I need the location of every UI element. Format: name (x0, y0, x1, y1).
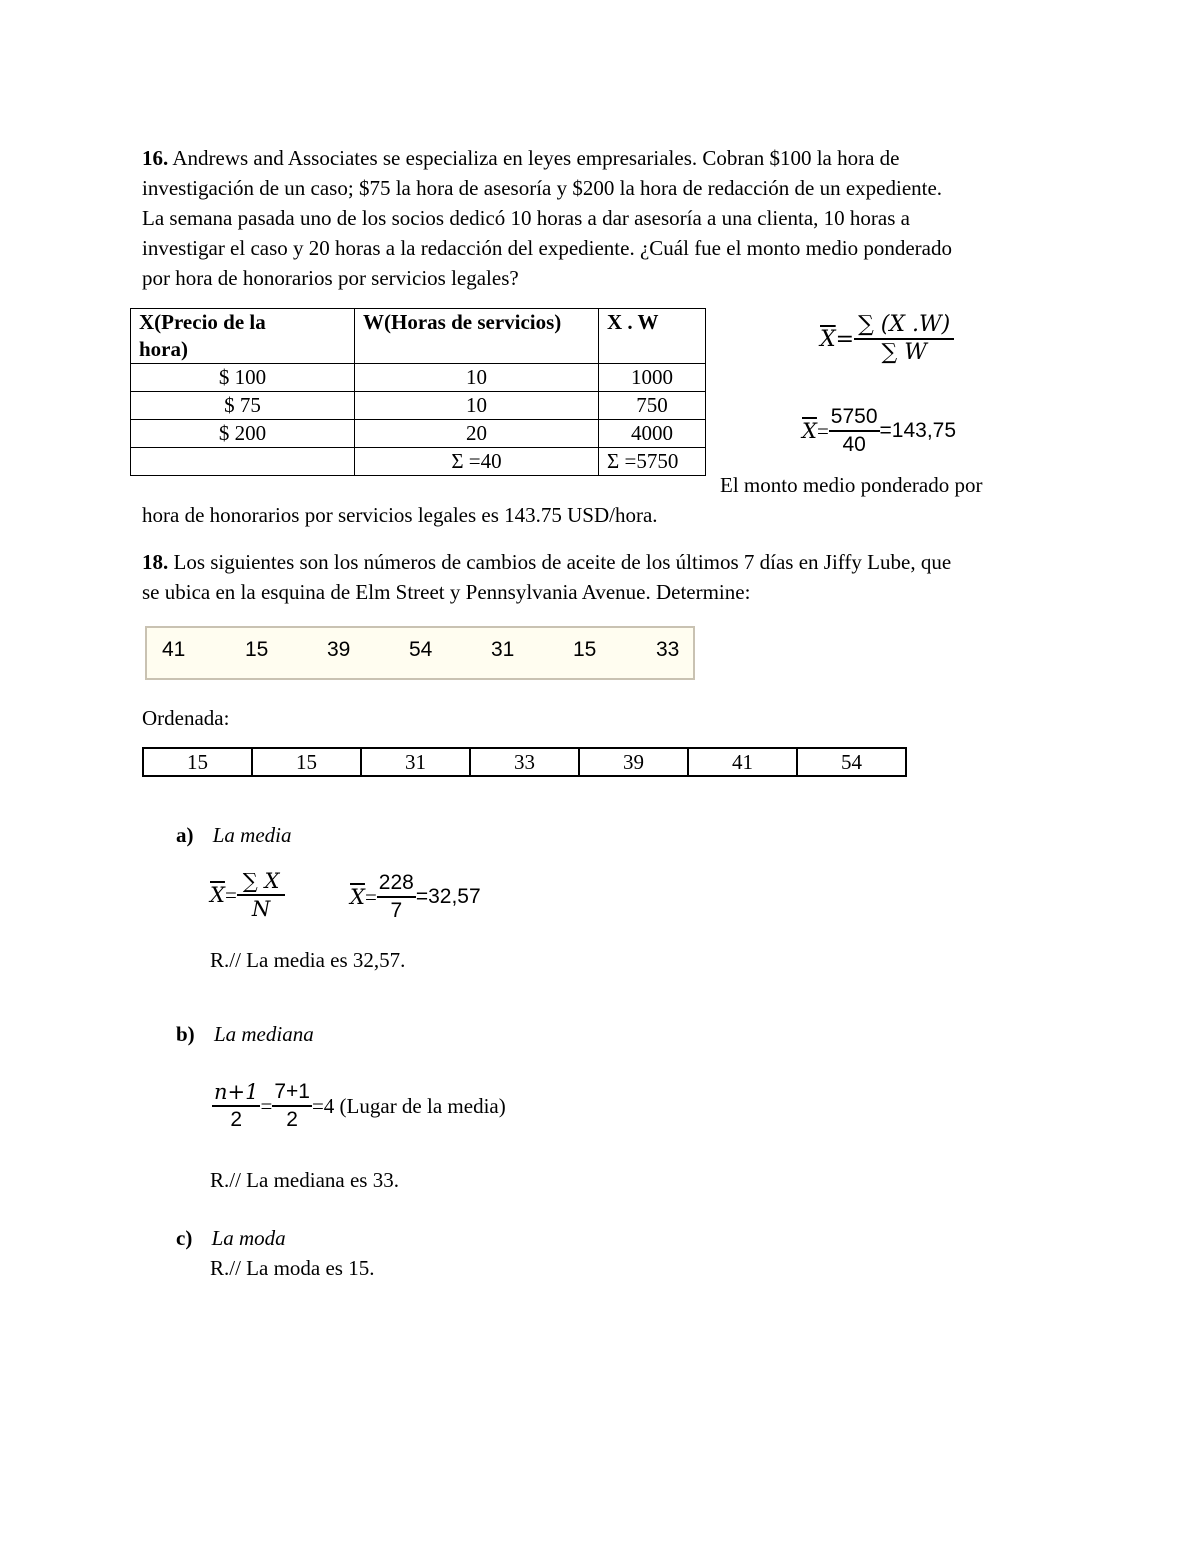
header-xw: X . W (599, 309, 706, 364)
q16-line-1: 16. Andrews and Associates se especializa en leyes empresariales. Cobran $100 la hora de (142, 146, 900, 170)
q16-answer-line-1: El monto medio ponderado por (720, 473, 983, 497)
data-value: 31 (491, 638, 515, 661)
table-row: 15 15 31 33 39 41 54 (143, 748, 906, 776)
item-c-heading: c) La moda (176, 1226, 286, 1250)
table-row: $ 200 20 4000 (131, 420, 706, 448)
table-sum-row: Σ =40 Σ =5750 (131, 448, 706, 476)
q16-table (130, 308, 706, 476)
data-value: 54 (409, 638, 433, 661)
data-value: 15 (573, 638, 597, 661)
q16-paragraph (142, 143, 952, 293)
mode-answer: R.// La moda es 15. (210, 1256, 375, 1280)
weighted-mean-formula: $\overline{X}$ = $\frac{\sum (X .W)}{\sum W}$ (820, 312, 954, 366)
q16-line-2: investigación de un caso; $75 la hora de asesoría y $200 la hora de redacción de un expediente. (142, 176, 943, 200)
q18-number: 18. (142, 550, 169, 574)
weighted-mean-calc: $\overline{X}$ = $\frac{5750}{40}$ =143,75 (802, 405, 957, 456)
q16-line-3: La semana pasada uno de los socios dedicó 10 horas a dar asesoría a una clienta, 10 horas a (142, 206, 910, 230)
header-x: X(Precio de la hora) (131, 309, 355, 364)
data-value: 39 (327, 638, 351, 661)
data-value: 15 (245, 638, 269, 661)
q18-paragraph (142, 547, 951, 607)
mean-formula: $\overline{X}$ = $\frac{\sum X}{N}$ (210, 868, 285, 922)
mean-calc: $\overline{X}$ = $\frac{228}{7}$ =32,57 (350, 871, 481, 922)
sorted-label: Ordenada: (142, 706, 230, 730)
q18-line-1: 18. Los siguientes son los números de cambios de aceite de los últimos 7 días en Jiffy Lube, que (142, 550, 952, 574)
sorted-table (142, 747, 907, 777)
mean-answer: R.// La media es 32,57. (210, 948, 406, 972)
data-value: 41 (162, 638, 186, 661)
q16-line-5: por hora de honorarios por servicios legales? (142, 266, 519, 290)
table-row: $ 75 10 750 (131, 392, 706, 420)
q16-answer-line-2: hora de honorarios por servicios legales es 143.75 USD/hora. (142, 503, 658, 527)
header-w: W(Horas de servicios) (355, 309, 599, 364)
item-a-heading: a) La media (176, 823, 292, 847)
table-row: $ 100 10 1000 (131, 364, 706, 392)
data-value: 33 (656, 638, 680, 661)
oil-change-data-box (145, 626, 695, 680)
median-answer: R.// La mediana es 33. (210, 1168, 399, 1192)
median-position-formula: $\frac{n+1}{2}$ = $\frac{7+1}{2}$ =4 (Lugar de la media) (214, 1080, 506, 1131)
q18-line-2: se ubica en la esquina de Elm Street y Pennsylvania Avenue. Determine: (142, 580, 751, 604)
item-b-heading: b) La mediana (176, 1022, 314, 1046)
q16-number: 16. (142, 146, 169, 170)
q16-line-4: investigar el caso y 20 horas a la redacción del expediente. ¿Cuál fue el monto medio ponderado (142, 236, 952, 260)
table-header-row (131, 309, 706, 364)
